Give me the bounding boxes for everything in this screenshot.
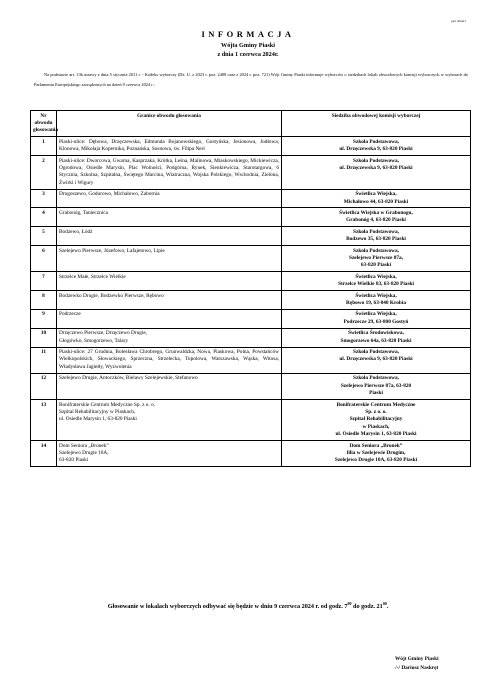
boundary-line: Drzęczewo Pierwsze, Drzęczewo Drugie, (59, 330, 148, 337)
seat-line: Świetlica Środowiskowa, (348, 330, 404, 337)
table-row (31, 309, 471, 328)
document-title: INFORMACJA (201, 29, 295, 39)
boundary-line: Drogoszewo, Godurowo, Michałowo, Zabornia (59, 191, 160, 198)
table-row (31, 347, 471, 373)
district-number: 3 (31, 189, 57, 208)
district-number: 6 (31, 246, 57, 272)
district-boundaries (57, 189, 282, 208)
seat-line: Podrzecze 29, 63-800 Gostyń (343, 318, 409, 325)
footer-mid: do godz. 21 (351, 603, 383, 611)
boundary-line: 63-820 Piaski (59, 457, 89, 464)
district-boundaries (57, 441, 282, 467)
seat-line: ul. Drzęczewska 9, 63-820 Piaski (339, 146, 413, 153)
footer-text: Głosowanie w lokalach wyborczych odbywać się będzie w dniu 9 czerwca 2024 r. od godz. 7 (107, 603, 348, 611)
commission-seat (282, 137, 471, 156)
district-number: 2 (31, 156, 57, 190)
district-boundaries (57, 272, 282, 291)
boundary-line: Szpital Rehabilitacyjny w Piaskach, (59, 408, 136, 415)
district-number: 4 (31, 208, 57, 227)
boundary-line: Piaski-ulice: 27 Grudnia, Bolesława Chrobrego, Grunwaldzka, Nowa, Piaskowa, Polna, Powstańców Wielkopolskich, Słowackiego, Sprzeczna, Strzelecka, Topolowa, Warszawska, Wąska, Witosa, Władysława Jagiełły, Wyzwolenia (59, 349, 279, 370)
seat-line: Szelejewo Pierwsze 87a, 63-820 (340, 382, 412, 389)
seat-line: Piaski (369, 390, 383, 397)
district-number: 1 (31, 137, 57, 156)
signature-block (395, 655, 439, 673)
table-row (31, 441, 471, 467)
issuer-subtitle: Wójta Gminy Piaski (221, 42, 275, 49)
commission-seat (282, 208, 471, 227)
table-row (31, 208, 471, 227)
header-seat: Siedziba obwodowej komisji wyborczej (282, 111, 471, 137)
seat-line: filia w Szelejewie Drugim, (346, 449, 406, 456)
commission-seat (282, 227, 471, 246)
seat-line: Szkoła Podstawowa, (353, 138, 399, 145)
seat-line: Szkoła Podstawowa, (353, 228, 399, 235)
boundary-line: Szelejewo Pierwsze, Józefowo, Lafajetowo, Lipie (59, 247, 165, 254)
seat-line: Świetlica Wiejska, (355, 311, 397, 318)
header-nr: Nr obwodu głosowania (31, 111, 57, 137)
table-header-row (31, 111, 471, 137)
seat-line: Szkoła Podstawowa, (353, 349, 399, 356)
district-number: 5 (31, 227, 57, 246)
district-boundaries (57, 373, 282, 399)
district-boundaries (57, 400, 282, 441)
seat-line: Świetlica Wiejska w Grabonogu, (339, 209, 413, 216)
district-boundaries (57, 347, 282, 373)
seat-line: Strzelce Wielkie 83, 63-820 Piaski (338, 281, 414, 288)
signature-name: /-/ Dariusz Naskręt (395, 665, 439, 671)
boundary-line: Szelejewo Drugie, Antoczków, Bielawy Szelejewskie, Stefanowo (59, 375, 198, 382)
seat-line: Grabonóg 4, 63-820 Piaski (346, 217, 406, 224)
table-body (31, 137, 471, 467)
seat-line: Sp. z o. o. (365, 408, 387, 415)
district-boundaries (57, 328, 282, 347)
seat-line: Szelejewo Pierwsze 87a, (349, 255, 403, 261)
commission-seat (282, 347, 471, 373)
district-number: 9 (31, 309, 57, 328)
district-number: 12 (31, 373, 57, 399)
seat-line: Szkoła Podstawowa, (353, 157, 399, 164)
boundary-line: Szelejewo Drugie 10A, (59, 449, 109, 456)
boundary-line: Głogówko, Smogorzewo, Talary (59, 337, 128, 344)
seat-line: w Piaskach, (362, 423, 390, 430)
commission-seat (282, 272, 471, 291)
commission-seat (282, 189, 471, 208)
district-boundaries (57, 208, 282, 227)
table-row (31, 373, 471, 399)
seat-line: Dom Seniora „Bronek” (349, 442, 403, 449)
signature-title: Wójt Gminy Piaski (395, 656, 439, 662)
district-number: 8 (31, 291, 57, 310)
table-row (31, 400, 471, 441)
boundary-line: Dom Seniora „Bronek” (59, 442, 109, 449)
seat-line: Michałowo 44, 63-820 Piaski (343, 198, 409, 205)
date-subtitle: z dnia 1 czerwca 2024r. (217, 51, 279, 58)
seat-line: Szelejewo Drugie 10A, 63-820 Piaski (334, 457, 418, 464)
table-row (31, 246, 471, 272)
boundary-line: ul. Osiedle Marysin 1, 63-820 Piaski (59, 416, 137, 423)
seat-line: Świetlica Wiejska, (355, 273, 397, 280)
seat-line: Świetlica Wiejska, (355, 191, 397, 198)
commission-seat (282, 400, 471, 441)
table-row (31, 137, 471, 156)
table-row (31, 291, 471, 310)
seat-line: Świetlica Wiejska, (355, 292, 397, 299)
seat-line: ul. Drzęczewska 9, 63-820 Piaski (339, 164, 413, 171)
table-row (31, 156, 471, 190)
voting-hours-note (0, 601, 496, 610)
corner-note: ppr. Posk1 (451, 19, 466, 23)
commission-seat (282, 328, 471, 347)
commission-seat (282, 309, 471, 328)
boundary-line: Piaski-ulice: Dębowa, Drzęczewska, Edmunda Bojanowskiego, Gostyńska, Jesionowa, Jodłowa, Klonowa, Mikołaja Kopernika, Poznańska, Sosnowa, św. Filipa Neri (59, 138, 279, 153)
polling-stations-table (30, 110, 471, 467)
district-boundaries (57, 156, 282, 190)
commission-seat (282, 156, 471, 190)
district-boundaries (57, 309, 282, 328)
district-boundaries (57, 291, 282, 310)
seat-line: Smogorzewo 64a, 63-820 Piaski (340, 337, 412, 344)
footer-sup-start: 00 (347, 601, 352, 606)
seat-line: Szkoła Podstawowa, (353, 375, 399, 382)
district-boundaries (57, 227, 282, 246)
table-row (31, 227, 471, 246)
commission-seat (282, 246, 471, 272)
seat-line: Bonifraterskie Centrum Medyczne (336, 401, 416, 408)
header-area: Granice obwodu głosowania (57, 111, 282, 137)
footer-end: . (386, 603, 389, 611)
commission-seat (282, 373, 471, 399)
boundary-line: Piaski-ulice: Dworcowa, Gwarna, Kasprzaka, Krótka, Leśna, Malinowa, Miaskowskiego, Mickiewicza, Ogrodowa, Osiedle Marysin, Plac Wolności, Podgórna, Rynek, Sienkiewicza, Starotargowa, 6 Stycznia, Szkolna, Szpitalna, Świętego Marcina, Wiatraczna, Wojska Polskiego, Wschodnia, Zielona, Żwirki i Wigury (59, 157, 279, 186)
commission-seat (282, 291, 471, 310)
district-number: 7 (31, 272, 57, 291)
seat-line: Rębowo 19, 63-840 Krobia (346, 300, 406, 307)
boundary-line: Grabonóg, Taniecznica (59, 209, 108, 216)
district-number: 13 (31, 400, 57, 441)
footer-sup-end: 00 (382, 601, 387, 606)
boundary-line: Bodzewo, Łódź (59, 228, 93, 235)
district-number: 10 (31, 328, 57, 347)
district-number: 11 (31, 347, 57, 373)
district-boundaries (57, 246, 282, 272)
boundary-line: Bodzewko Drugie, Bodzewko Pierwsze, Rębowo (59, 292, 164, 299)
table-row (31, 328, 471, 347)
seat-line: Szkoła Podstawowa, (353, 247, 399, 254)
seat-line: 63-820 Piaski (360, 262, 392, 269)
commission-seat (282, 441, 471, 467)
district-boundaries (57, 137, 282, 156)
seat-line: Szpital Rehabilitacyjny (349, 416, 403, 423)
boundary-line: Strzelce Małe, Strzelce Wielkie (59, 273, 126, 280)
table-row (31, 189, 471, 208)
intro-paragraph: Na podstawie art. 13b ustawy z dnia 5 stycznia 2011 r. - Kodeks wyborczy (Dz. U. z 2023 r. poz. 2408 oraz z 2024 r. poz. 721) Wójt Gminy Piaski informuje wyborców o siedzibach lokali obwodowych komisji wyborczych w wyborach do Parlamentu Europejskiego zarządzonych na dzień 9 czerwca 2024 r.: (34, 72, 468, 87)
seat-line: ul. Osiedle Marysin 1, 63-820 Piaski (335, 431, 417, 438)
boundary-line: Podrzecze (59, 311, 81, 318)
boundary-line: Bonifraterskie Centrum Medyczne Sp. z o. o. (59, 401, 156, 408)
seat-line: Bodzewo 35, 63-820 Piaski (346, 236, 406, 243)
district-number: 14 (31, 441, 57, 467)
seat-line: ul. Drzęczewska 9, 63-820 Piaski (339, 356, 413, 363)
table-row (31, 272, 471, 291)
